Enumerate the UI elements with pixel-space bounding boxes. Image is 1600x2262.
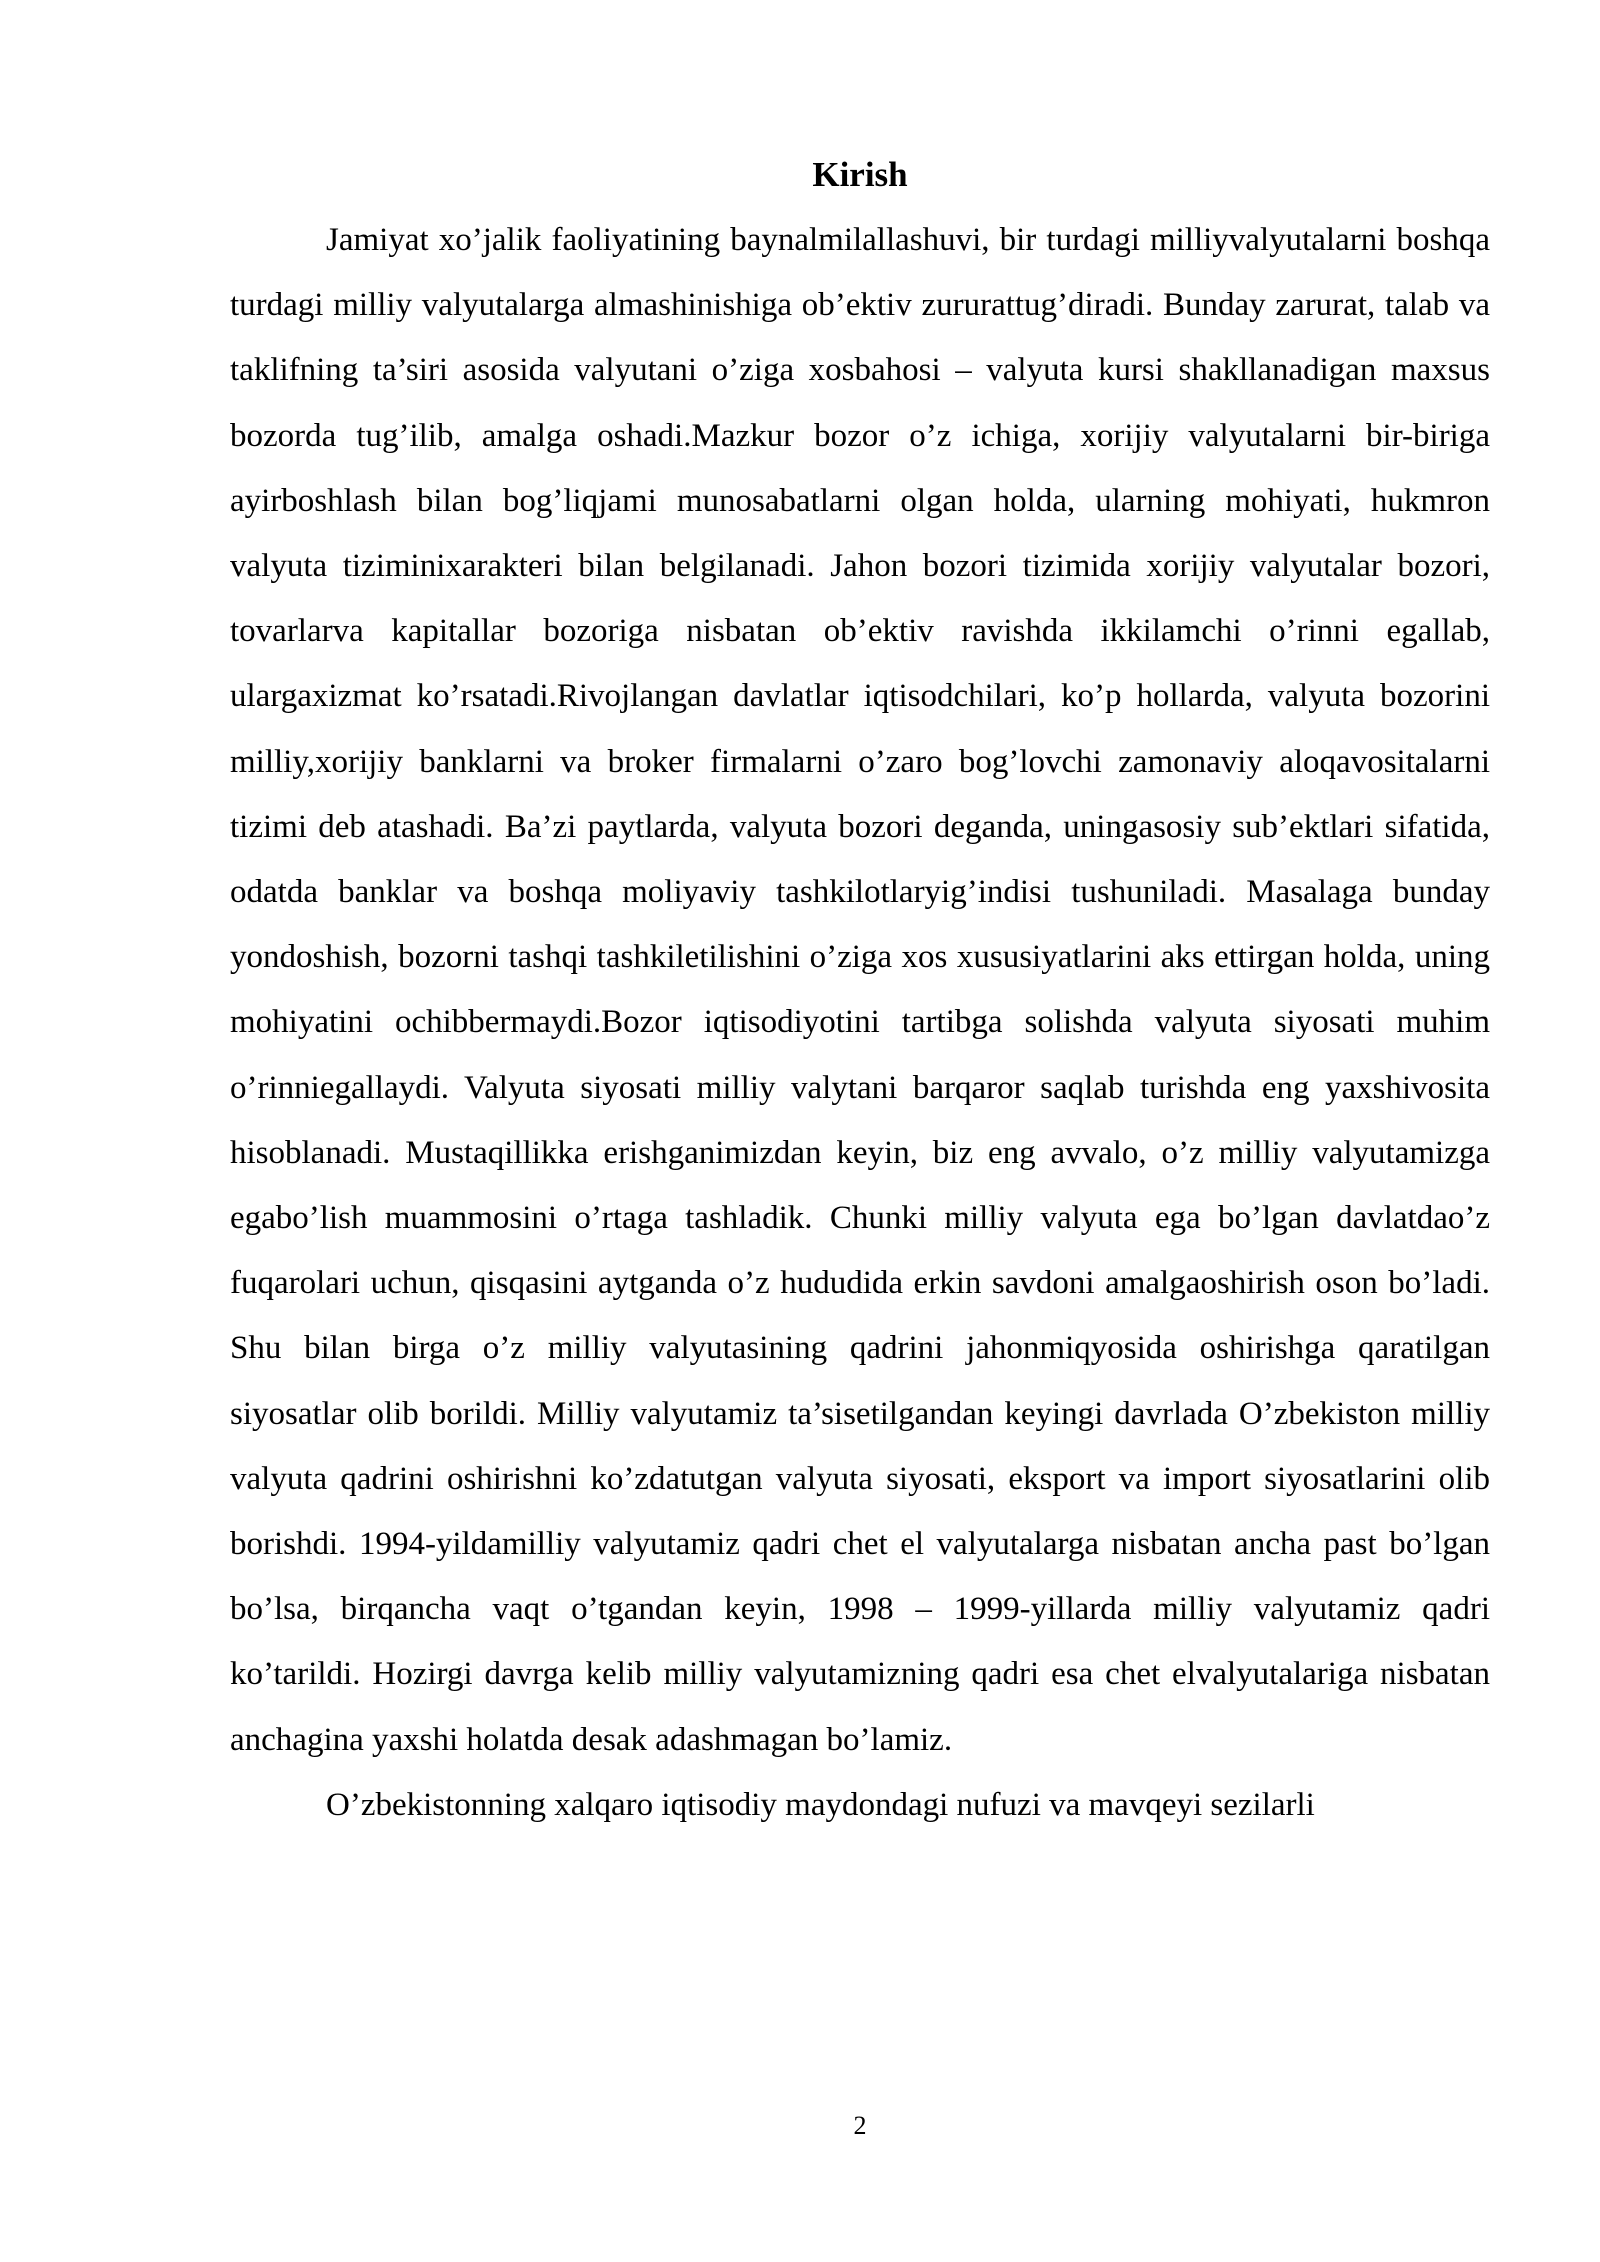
paragraph-intro: Jamiyat xo’jalik faoliyatining baynalmilallashuvi, bir turdagi milliyvalyutalarni boshqa turdagi milliy valyutalarga almashinishiga ob’ektiv zururattug’diradi. Bunday zarurat, talab va taklifning ta’siri asosida valyutani o’ziga xosbahosi – valyuta kursi shakllanadigan maxsus bozorda tug’ilib, amalga oshadi.Mazkur bozor o’z ichiga, xorijiy valyutalarni bir-biriga ayirboshlash bilan bog’liqjami munosabatlarni olgan holda, ularning mohiyati, hukmron valyuta tiziminixarakteri bilan belgilanadi. Jahon bozori tizimida xorijiy valyutalar bozori, tovarlarva kapitallar bozoriga nisbatan ob’ektiv ravishda ikkilamchi o’rinni egallab, ulargaxizmat ko’rsatadi.Rivojlangan davlatlar iqtisodchilari, ko’p hollarda, valyuta bozorini milliy,xorijiy banklarni va broker firmalarni o’zaro bog’lovchi zamonaviy aloqavositalarni tizimi deb atashadi. Ba’zi paytlarda, valyuta bozori deganda, uningasosiy sub’ektlari sifatida, odatda banklar va boshqa moliyaviy tashkilotlaryig’indisi tushuniladi. Masalaga bunday yondoshish, bozorni tashqi tashkiletilishini o’ziga xos xususiyatlarini aks ettirgan holda, uning mohiyatini ochibbermaydi.Bozor iqtisodiyotini tartibga solishda valyuta siyosati muhim o’rinniegallaydi. Valyuta siyosati milliy valytani barqaror saqlab turishda eng yaxshivosita hisoblanadi. Mustaqillikka erishganimizdan keyin, biz eng avvalo, o’z milliy valyutamizga egabo’lish muammosini o’rtaga tashladik. Chunki milliy valyuta ega bo’lgan davlatdao’z fuqarolari uchun, qisqasini aytganda o’z hududida erkin savdoni amalgaoshirish oson bo’ladi. Shu bilan birga o’z milliy valyutasining qadrini jahonmiqyosida oshirishga qaratilgan siyosatlar olib borildi. Milliy valyutamiz ta’sisetilgandan keyingi davrlada O’zbekiston milliy valyuta qadrini oshirishni ko’zdatutgan valyuta siyosati, eksport va import siyosatlarini olib borishdi. 1994-yildamilliy valyutamiz qadri chet el valyutalarga nisbatan ancha past bo’lgan bo’lsa, birqancha vaqt o’tgandan keyin, 1998 – 1999-yillarda milliy valyutamiz qadri ko’tarildi. Hozirgi davrga kelib milliy valyutamizning qadri esa chet elvalyutalariga nisbatan anchagina yaxshi holatda desak adashmagan bo’lamiz. xyxy=(230,222,1490,1758)
body-text xyxy=(230,208,1490,1838)
page-number: 2 xyxy=(853,2111,867,2140)
page-title: Kirish xyxy=(812,155,908,194)
paragraph-continued: O’zbekistonning xalqaro iqtisodiy maydondagi nufuzi va mavqeyi sezilarli xyxy=(326,1786,1315,1823)
